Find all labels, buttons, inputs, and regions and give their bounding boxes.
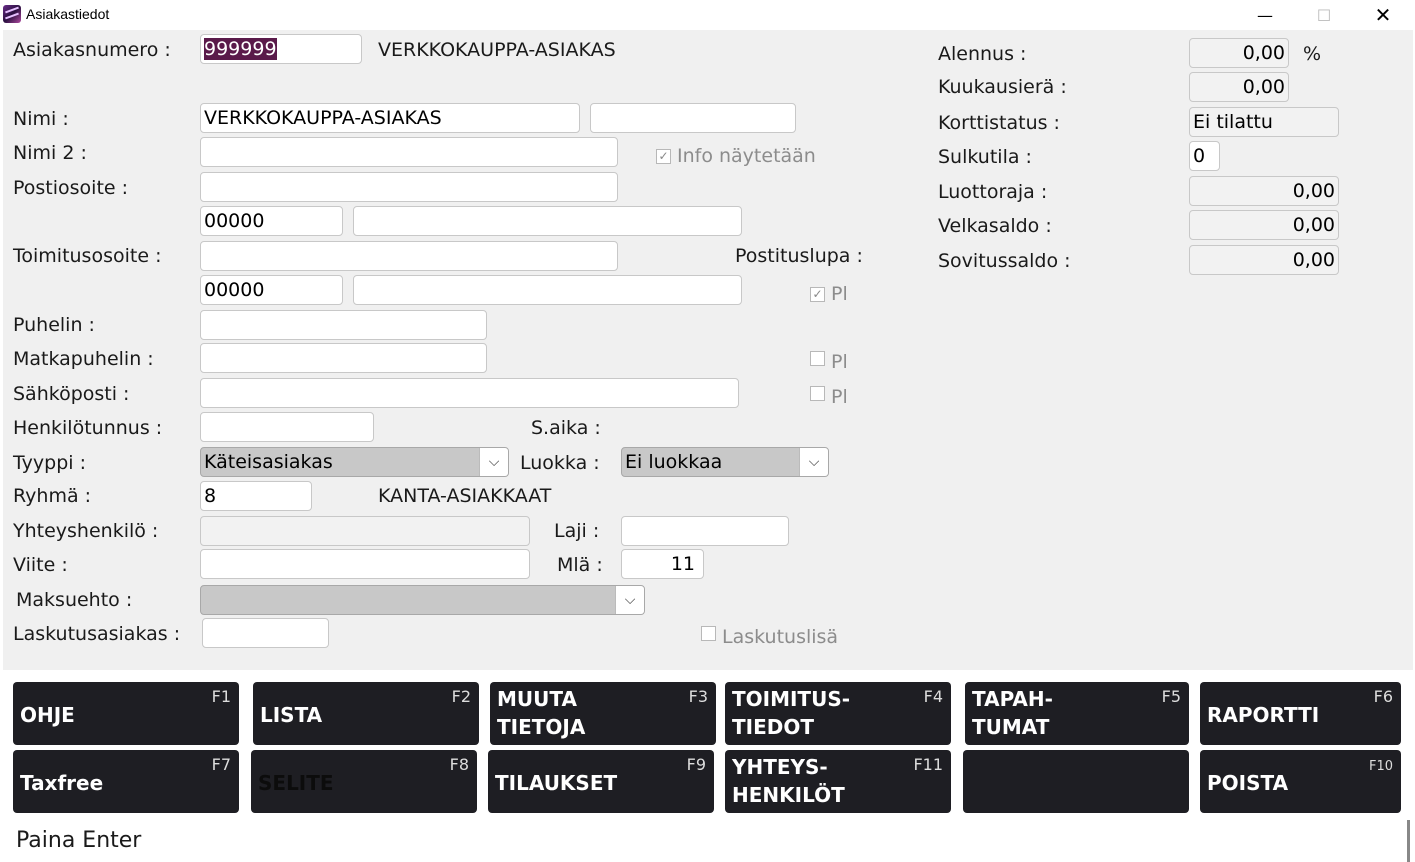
- tilaukset-button[interactable]: [488, 750, 714, 813]
- close-button[interactable]: ✕: [1374, 3, 1392, 27]
- sahkoposti-pl-label: Pl: [831, 386, 848, 408]
- kuukausiera-label: Kuukausierä :: [938, 76, 1067, 98]
- sulkutila-input[interactable]: 0: [1189, 141, 1220, 171]
- mla-input[interactable]: 11: [621, 549, 704, 579]
- matkapuhelin-input[interactable]: [200, 343, 487, 373]
- muuta-tietoja-button[interactable]: [490, 682, 716, 745]
- checkmark-icon: ✓: [810, 287, 825, 302]
- info-naytetaan-label: Info näytetään: [677, 145, 816, 167]
- laskutusasiakas-input[interactable]: [202, 618, 329, 648]
- toimitusosoite-input[interactable]: [200, 241, 618, 271]
- tapahtumat-button[interactable]: [965, 682, 1189, 745]
- tapahtumat-label: TAPAH- TUMAT: [972, 687, 1053, 739]
- toimitusosoite-label: Toimitusosoite :: [13, 245, 162, 267]
- laji-input[interactable]: [621, 516, 789, 546]
- luokka-label: Luokka :: [520, 452, 600, 474]
- mla-label: Mlä :: [557, 554, 603, 576]
- chevron-down-icon: ⌵: [615, 586, 644, 614]
- minimize-button[interactable]: —: [1257, 5, 1273, 25]
- yhteyshenkilot-label: YHTEYS- HENKILÖT: [732, 755, 845, 807]
- customer-form: [3, 30, 1413, 670]
- ryhma-description: KANTA-ASIAKKAAT: [378, 485, 552, 507]
- velkasaldo-input[interactable]: 0,00: [1189, 210, 1339, 240]
- postiosoite-input[interactable]: [200, 172, 618, 202]
- asiakasnumero-label: Asiakasnumero :: [13, 39, 171, 61]
- luottoraja-input[interactable]: 0,00: [1189, 176, 1339, 206]
- tilaukset-key: F9: [686, 755, 706, 774]
- nimi2-label: Nimi 2 :: [13, 142, 87, 164]
- postituslupa-pl-label: Pl: [831, 283, 848, 305]
- toimitustiedot-label: TOIMITUS- TIEDOT: [732, 687, 851, 739]
- chevron-down-icon: ⌵: [479, 448, 508, 476]
- laskutusasiakas-label: Laskutusasiakas :: [13, 623, 181, 645]
- taxfree-key: F7: [211, 755, 231, 774]
- sovitussaldo-input[interactable]: 0,00: [1189, 245, 1339, 275]
- velkasaldo-label: Velkasaldo :: [938, 215, 1052, 237]
- poista-button[interactable]: [1200, 750, 1401, 813]
- toimitusosoite-city-input[interactable]: [353, 275, 742, 305]
- nimi-extra-input[interactable]: [590, 103, 796, 133]
- asiakasnumero-value: 999999: [204, 38, 277, 60]
- checkbox-box: [810, 351, 825, 366]
- scrollbar[interactable]: [1407, 820, 1410, 862]
- tyyppi-label: Tyyppi :: [13, 452, 86, 474]
- nimi2-input[interactable]: [200, 137, 618, 167]
- yhteyshenkilo-input[interactable]: [200, 516, 530, 546]
- sahkoposti-label: Sähköposti :: [13, 383, 130, 405]
- yhteyshenkilo-label: Yhteyshenkilö :: [13, 520, 159, 542]
- henkilotunnus-label: Henkilötunnus :: [13, 417, 163, 439]
- alennus-input[interactable]: 0,00: [1189, 38, 1289, 68]
- poista-key: F10: [1368, 759, 1393, 774]
- tyyppi-selected: Käteisasiakas: [204, 451, 333, 473]
- postiosoite-city-input[interactable]: [353, 206, 742, 236]
- laji-label: Laji :: [554, 520, 600, 542]
- viite-label: Viite :: [13, 554, 68, 576]
- luokka-selected: Ei luokkaa: [625, 451, 723, 473]
- korttistatus-label: Korttistatus :: [938, 112, 1060, 134]
- selite-button[interactable]: [251, 750, 477, 813]
- chevron-down-icon: ⌵: [799, 448, 828, 476]
- luokka-select[interactable]: [621, 447, 829, 477]
- checkbox-box: [701, 626, 716, 641]
- laskutuslisa-label: Laskutuslisä: [722, 626, 839, 648]
- sahkoposti-pl-checkbox[interactable]: [810, 386, 848, 408]
- postituslupa-label: Postituslupa :: [735, 245, 863, 267]
- kuukausiera-input[interactable]: 0,00: [1189, 72, 1289, 102]
- muuta-tietoja-key: F3: [688, 687, 708, 706]
- sovitussaldo-label: Sovitussaldo :: [938, 250, 1071, 272]
- muuta-tietoja-label: MUUTA TIETOJA: [497, 687, 586, 739]
- luottoraja-label: Luottoraja :: [938, 181, 1048, 203]
- ohje-key: F1: [211, 687, 231, 706]
- ohje-button[interactable]: [13, 682, 239, 745]
- ryhma-label: Ryhmä :: [13, 485, 92, 507]
- checkmark-icon: ✓: [656, 149, 671, 164]
- toimitusosoite-zip-input[interactable]: 00000: [200, 275, 343, 305]
- status-message: Paina Enter: [16, 828, 142, 853]
- taxfree-button[interactable]: [13, 750, 239, 813]
- alennus-label: Alennus :: [938, 43, 1027, 65]
- info-naytetaan-checkbox[interactable]: [656, 145, 816, 167]
- raportti-key: F6: [1373, 687, 1393, 706]
- lista-button[interactable]: [253, 682, 479, 745]
- sahkoposti-input[interactable]: [200, 378, 739, 408]
- maksuehto-select[interactable]: [200, 585, 645, 615]
- ohje-label: OHJE: [20, 703, 75, 727]
- korttistatus-input[interactable]: Ei tilattu: [1189, 107, 1339, 137]
- title-bar: [0, 0, 1415, 30]
- checkbox-box: [810, 386, 825, 401]
- saika-label: S.aika :: [531, 417, 601, 439]
- raportti-button[interactable]: [1200, 682, 1401, 745]
- postiosoite-zip-input[interactable]: 00000: [200, 206, 343, 236]
- tyyppi-select[interactable]: [200, 447, 509, 477]
- puhelin-input[interactable]: [200, 310, 487, 340]
- selite-key: F8: [449, 755, 469, 774]
- app-logo-icon: [3, 5, 21, 23]
- poista-label: POISTA: [1207, 771, 1289, 795]
- yhteyshenkilot-key: F11: [913, 755, 943, 774]
- selite-label: SELITE: [258, 771, 334, 795]
- laskutuslisa-checkbox[interactable]: [701, 626, 838, 648]
- sulkutila-label: Sulkutila :: [938, 146, 1032, 168]
- lista-label: LISTA: [260, 703, 323, 727]
- taxfree-label: Taxfree: [20, 771, 104, 795]
- tilaukset-label: TILAUKSET: [495, 771, 618, 795]
- alennus-unit: %: [1303, 43, 1322, 65]
- postiosoite-label: Postiosoite :: [13, 177, 129, 199]
- matkapuhelin-label: Matkapuhelin :: [13, 348, 154, 370]
- window-title: Asiakastiedot: [26, 6, 110, 22]
- matkapuhelin-pl-checkbox[interactable]: [810, 351, 848, 373]
- tapahtumat-key: F5: [1161, 687, 1181, 706]
- raportti-label: RAPORTTI: [1207, 703, 1320, 727]
- toimitustiedot-button[interactable]: [725, 682, 951, 745]
- nimi-label: Nimi :: [13, 108, 69, 130]
- lista-key: F2: [451, 687, 471, 706]
- henkilotunnus-input[interactable]: [200, 412, 374, 442]
- asiakasnumero-description: VERKKOKAUPPA-ASIAKAS: [378, 39, 616, 61]
- maksuehto-label: Maksuehto :: [16, 589, 133, 611]
- maximize-button[interactable]: ☐: [1316, 5, 1332, 25]
- viite-input[interactable]: [200, 549, 530, 579]
- function-key-panel: [3, 672, 1413, 815]
- postituslupa-checkbox[interactable]: [810, 283, 848, 305]
- toimitustiedot-key: F4: [923, 687, 943, 706]
- asiakasnumero-input[interactable]: [200, 34, 362, 64]
- matkapuhelin-pl-label: Pl: [831, 351, 848, 373]
- ryhma-input[interactable]: 8: [200, 481, 312, 511]
- empty-function-button[interactable]: [963, 750, 1189, 813]
- puhelin-label: Puhelin :: [13, 314, 95, 336]
- nimi-input[interactable]: VERKKOKAUPPA-ASIAKAS: [200, 103, 580, 133]
- yhteyshenkilot-button[interactable]: [725, 750, 951, 813]
